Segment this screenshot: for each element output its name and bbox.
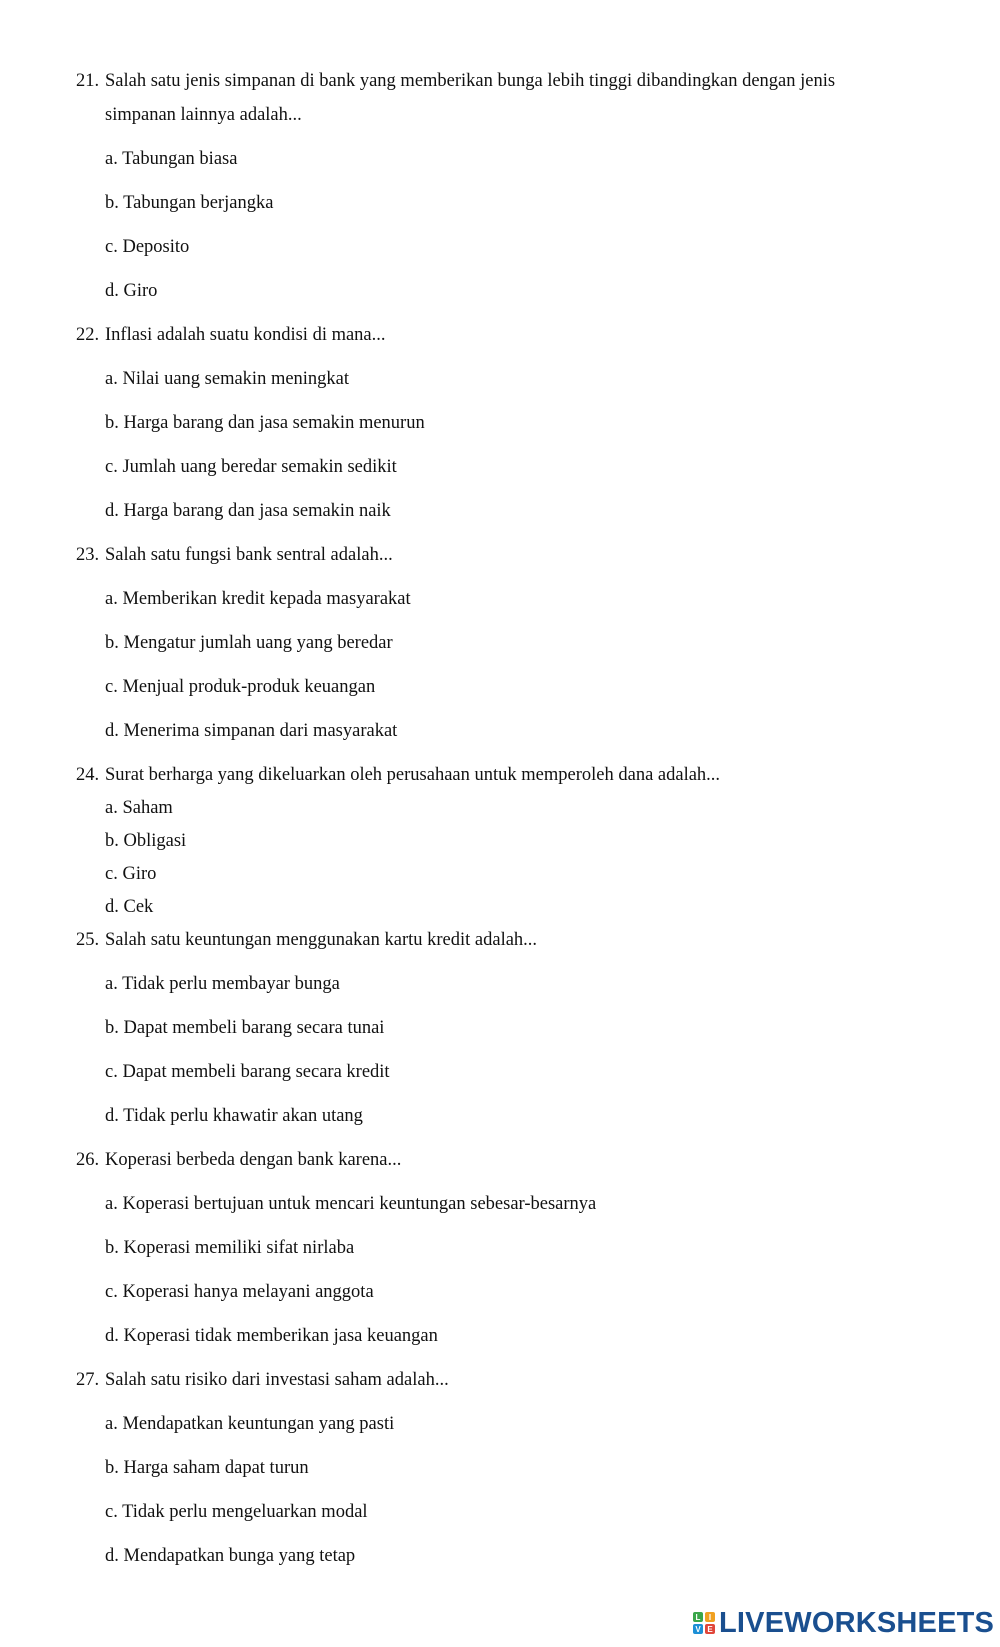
question-24 [76, 764, 720, 786]
question-number: 25. [76, 930, 100, 950]
question-text: Surat berharga yang dikeluarkan oleh perusahaan untuk memperoleh dana adalah... [105, 765, 721, 785]
question-text: Salah satu jenis simpanan di bank yang memberikan bunga lebih tinggi dibandingkan dengan jenis [105, 71, 836, 91]
option-24-b[interactable]: b. Obligasi [105, 831, 187, 851]
option-22-d[interactable]: d. Harga barang dan jasa semakin naik [105, 501, 391, 521]
option-27-a[interactable]: a. Mendapatkan keuntungan yang pasti [105, 1414, 395, 1434]
option-24-d[interactable]: d. Cek [105, 897, 154, 917]
option-26-a[interactable]: a. Koperasi bertujuan untuk mencari keuntungan sebesar-besarnya [105, 1194, 597, 1214]
option-21-a[interactable]: a. Tabungan biasa [105, 149, 238, 169]
question-number: 23. [76, 545, 100, 565]
question-25 [76, 929, 537, 951]
option-26-c[interactable]: c. Koperasi hanya melayani anggota [105, 1282, 374, 1302]
question-text: Salah satu keuntungan menggunakan kartu kredit adalah... [105, 930, 538, 950]
question-number: 27. [76, 1370, 100, 1390]
option-22-a[interactable]: a. Nilai uang semakin meningkat [105, 369, 350, 389]
question-text: Inflasi adalah suatu kondisi di mana... [105, 325, 386, 345]
option-22-c[interactable]: c. Jumlah uang beredar semakin sedikit [105, 457, 397, 477]
option-21-b[interactable]: b. Tabungan berjangka [105, 193, 274, 213]
option-25-c[interactable]: c. Dapat membeli barang secara kredit [105, 1062, 390, 1082]
option-27-b[interactable]: b. Harga saham dapat turun [105, 1458, 309, 1478]
option-23-a[interactable]: a. Memberikan kredit kepada masyarakat [105, 589, 411, 609]
question-text: Salah satu fungsi bank sentral adalah... [105, 545, 393, 565]
question-number: 21. [76, 71, 100, 91]
question-26 [76, 1149, 401, 1171]
question-number: 22. [76, 325, 100, 345]
option-24-c[interactable]: c. Giro [105, 864, 157, 884]
question-text: Koperasi berbeda dengan bank karena... [105, 1150, 402, 1170]
option-24-a[interactable]: a. Saham [105, 798, 173, 818]
option-21-c[interactable]: c. Deposito [105, 237, 190, 257]
logo-tiles-icon [693, 1612, 715, 1634]
question-text: Salah satu risiko dari investasi saham adalah... [105, 1370, 449, 1390]
option-23-c[interactable]: c. Menjual produk-produk keuangan [105, 677, 376, 697]
option-26-b[interactable]: b. Koperasi memiliki sifat nirlaba [105, 1238, 355, 1258]
option-27-c[interactable]: c. Tidak perlu mengeluarkan modal [105, 1502, 368, 1522]
option-25-d[interactable]: d. Tidak perlu khawatir akan utang [105, 1106, 363, 1126]
question-22 [76, 324, 386, 346]
question-27 [76, 1369, 449, 1391]
logo-tile: I [705, 1612, 715, 1622]
question-21 [76, 70, 835, 92]
option-21-d[interactable]: d. Giro [105, 281, 158, 301]
question-number: 26. [76, 1150, 100, 1170]
option-23-d[interactable]: d. Menerima simpanan dari masyarakat [105, 721, 398, 741]
option-27-d[interactable]: d. Mendapatkan bunga yang tetap [105, 1546, 356, 1566]
question-number: 24. [76, 765, 100, 785]
logo-text: LIVEWORKSHEETS [719, 1606, 995, 1639]
logo-tile: E [705, 1624, 715, 1634]
logo-tile: L [693, 1612, 703, 1622]
option-23-b[interactable]: b. Mengatur jumlah uang yang beredar [105, 633, 393, 653]
question-23 [76, 544, 393, 566]
option-26-d[interactable]: d. Koperasi tidak memberikan jasa keuangan [105, 1326, 438, 1346]
logo-tile: V [693, 1624, 703, 1634]
question-text-continuation: simpanan lainnya adalah... [105, 105, 302, 125]
option-25-b[interactable]: b. Dapat membeli barang secara tunai [105, 1018, 385, 1038]
liveworksheets-logo[interactable] [693, 1606, 994, 1640]
option-25-a[interactable]: a. Tidak perlu membayar bunga [105, 974, 340, 994]
option-22-b[interactable]: b. Harga barang dan jasa semakin menurun [105, 413, 425, 433]
